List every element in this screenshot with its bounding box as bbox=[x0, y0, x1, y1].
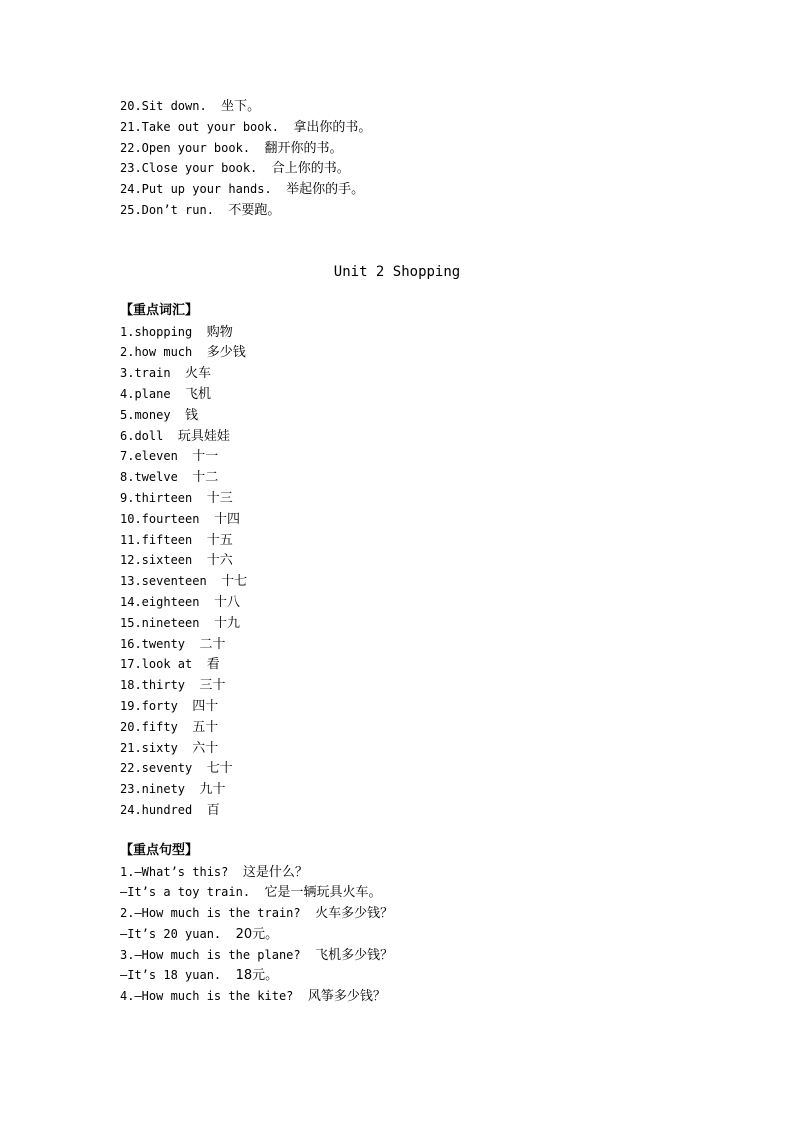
spacer bbox=[221, 927, 235, 941]
spacer bbox=[293, 989, 307, 1003]
list-item bbox=[120, 384, 680, 405]
list-item bbox=[120, 738, 680, 759]
spacer bbox=[171, 387, 185, 401]
english-text: 3.train bbox=[120, 366, 171, 381]
spacer bbox=[257, 161, 271, 175]
english-text: 4.plane bbox=[120, 386, 171, 401]
list-item bbox=[120, 779, 680, 800]
english-text: 21.Take out your book. bbox=[120, 119, 279, 134]
list-item bbox=[120, 426, 680, 447]
chinese-text: 风筝多少钱？ bbox=[307, 989, 386, 1005]
chinese-text: 飞机 bbox=[185, 386, 212, 402]
section-gap bbox=[120, 821, 680, 841]
spacer bbox=[214, 203, 228, 217]
list-item bbox=[120, 758, 680, 779]
spacer bbox=[301, 948, 315, 962]
list-item bbox=[120, 117, 680, 138]
spacer bbox=[163, 429, 177, 443]
chinese-text: 火车 bbox=[185, 366, 212, 382]
chinese-text: 七十 bbox=[206, 761, 233, 777]
spacer bbox=[192, 491, 206, 505]
list-item bbox=[120, 96, 680, 117]
chinese-text: 三十 bbox=[199, 678, 226, 694]
english-text: 9.thirteen bbox=[120, 490, 193, 505]
list-item bbox=[120, 696, 680, 717]
spacer bbox=[185, 678, 199, 692]
spacer bbox=[250, 885, 264, 899]
chinese-text: 它是一辆玩具火车。 bbox=[264, 885, 382, 901]
list-item bbox=[120, 862, 680, 883]
chinese-text: 十一 bbox=[192, 449, 219, 465]
spacer bbox=[228, 865, 242, 879]
english-text: 4.—How much is the kite? bbox=[120, 989, 294, 1004]
chinese-text: 20元。 bbox=[235, 926, 279, 942]
spacer bbox=[301, 906, 315, 920]
list-item bbox=[120, 654, 680, 675]
english-text: —It’s 18 yuan. bbox=[120, 968, 222, 983]
english-text: 6.doll bbox=[120, 428, 164, 443]
chinese-text: 18元。 bbox=[235, 968, 279, 984]
english-text: 20.fifty bbox=[120, 719, 178, 734]
list-item bbox=[120, 903, 680, 924]
chinese-text: 玩具娃娃 bbox=[177, 428, 230, 444]
spacer bbox=[221, 968, 235, 982]
list-item bbox=[120, 945, 680, 966]
spacer bbox=[178, 699, 192, 713]
document-content bbox=[120, 96, 680, 1007]
english-text: 22.Open your book. bbox=[120, 140, 251, 155]
list-item bbox=[120, 342, 680, 363]
spacer bbox=[192, 325, 206, 339]
list-item bbox=[120, 467, 680, 488]
english-text: 10.fourteen bbox=[120, 511, 200, 526]
list-item bbox=[120, 530, 680, 551]
list-item bbox=[120, 550, 680, 571]
list-item bbox=[120, 613, 680, 634]
chinese-text: 钱 bbox=[185, 407, 199, 423]
spacer bbox=[192, 533, 206, 547]
list-item bbox=[120, 405, 680, 426]
list-item bbox=[120, 446, 680, 467]
chinese-text: 合上你的书。 bbox=[271, 161, 350, 177]
chinese-text: 翻开你的书。 bbox=[264, 140, 343, 156]
list-item bbox=[120, 986, 680, 1007]
chinese-text: 十九 bbox=[213, 615, 240, 631]
list-item bbox=[120, 509, 680, 530]
chinese-text: 十七 bbox=[221, 574, 248, 590]
chinese-text: 百 bbox=[206, 802, 220, 818]
list-item bbox=[120, 965, 680, 986]
chinese-text: 十四 bbox=[213, 511, 240, 527]
english-text: 16.twenty bbox=[120, 636, 186, 651]
previous-unit-list bbox=[120, 96, 680, 221]
spacer bbox=[178, 720, 192, 734]
list-item bbox=[120, 634, 680, 655]
spacer bbox=[272, 182, 286, 196]
english-text: 25.Don’t run. bbox=[120, 202, 214, 217]
english-text: 13.seventeen bbox=[120, 574, 207, 589]
spacer bbox=[192, 657, 206, 671]
english-text: 2.how much bbox=[120, 345, 193, 360]
vocabulary-list bbox=[120, 322, 680, 821]
english-text: 21.sixty bbox=[120, 740, 178, 755]
chinese-text: 购物 bbox=[206, 324, 233, 340]
spacer bbox=[250, 141, 264, 155]
spacer bbox=[192, 803, 206, 817]
chinese-text: 看 bbox=[206, 657, 220, 673]
english-text: —It’s 20 yuan. bbox=[120, 926, 222, 941]
list-item bbox=[120, 571, 680, 592]
spacer bbox=[199, 595, 213, 609]
english-text: 3.—How much is the plane? bbox=[120, 947, 301, 962]
chinese-text: 二十 bbox=[199, 636, 226, 652]
list-item bbox=[120, 800, 680, 821]
list-item bbox=[120, 924, 680, 945]
spacer bbox=[171, 366, 185, 380]
list-item bbox=[120, 675, 680, 696]
spacer bbox=[178, 470, 192, 484]
spacer bbox=[178, 449, 192, 463]
english-text: 1.—What’s this? bbox=[120, 864, 229, 879]
spacer bbox=[199, 512, 213, 526]
chinese-text: 十八 bbox=[213, 594, 240, 610]
spacer bbox=[207, 574, 221, 588]
english-text: —It’s a toy train. bbox=[120, 885, 251, 900]
list-item bbox=[120, 158, 680, 179]
chinese-text: 这是什么？ bbox=[242, 864, 308, 880]
spacer bbox=[185, 637, 199, 651]
english-text: 22.seventy bbox=[120, 761, 193, 776]
spacer bbox=[185, 782, 199, 796]
spacer bbox=[178, 741, 192, 755]
chinese-text: 九十 bbox=[199, 782, 226, 798]
chinese-text: 坐下。 bbox=[221, 99, 261, 114]
english-text: 19.forty bbox=[120, 698, 178, 713]
list-item bbox=[120, 179, 680, 200]
spacer bbox=[207, 99, 221, 113]
english-text: 23.ninety bbox=[120, 782, 186, 797]
list-item bbox=[120, 488, 680, 509]
spacer bbox=[171, 408, 185, 422]
list-item bbox=[120, 882, 680, 903]
english-text: 24.Put up your hands. bbox=[120, 182, 272, 197]
chinese-text: 飞机多少钱？ bbox=[315, 947, 394, 963]
chinese-text: 十五 bbox=[206, 532, 233, 548]
chinese-text: 十二 bbox=[192, 470, 219, 486]
english-text: 7.eleven bbox=[120, 449, 178, 464]
list-item bbox=[120, 200, 680, 221]
list-item bbox=[120, 138, 680, 159]
spacer bbox=[199, 616, 213, 630]
chinese-text: 五十 bbox=[192, 719, 219, 735]
chinese-text: 多少钱 bbox=[206, 345, 246, 361]
spacer bbox=[192, 553, 206, 567]
chinese-text: 四十 bbox=[192, 698, 219, 714]
english-text: 15.nineteen bbox=[120, 615, 200, 630]
unit-title: Unit 2 Shopping bbox=[333, 263, 461, 280]
english-text: 23.Close your book. bbox=[120, 161, 258, 176]
chinese-text: 十三 bbox=[206, 490, 233, 506]
list-item bbox=[120, 717, 680, 738]
list-item bbox=[120, 592, 680, 613]
list-item bbox=[120, 363, 680, 384]
chinese-text: 不要跑。 bbox=[228, 202, 281, 218]
english-text: 2.—How much is the train? bbox=[120, 906, 301, 921]
english-text: 18.thirty bbox=[120, 678, 186, 693]
english-text: 14.eighteen bbox=[120, 594, 200, 609]
chinese-text: 举起你的手。 bbox=[286, 182, 365, 198]
english-text: 1.shopping bbox=[120, 324, 193, 339]
english-text: 11.fifteen bbox=[120, 532, 193, 547]
english-text: 17.look at bbox=[120, 657, 193, 672]
chinese-text: 拿出你的书。 bbox=[293, 119, 372, 135]
english-text: 12.sixteen bbox=[120, 553, 193, 568]
chinese-text: 六十 bbox=[192, 740, 219, 756]
sentences-heading: 【重点句型】 bbox=[120, 842, 199, 858]
chinese-text: 十六 bbox=[206, 553, 233, 569]
list-item bbox=[120, 322, 680, 343]
english-text: 24.hundred bbox=[120, 802, 193, 817]
spacer bbox=[279, 120, 293, 134]
english-text: 8.twelve bbox=[120, 470, 178, 485]
spacer bbox=[192, 761, 206, 775]
spacer bbox=[192, 345, 206, 359]
sentences-list bbox=[120, 862, 680, 1008]
english-text: 20.Sit down. bbox=[120, 99, 207, 113]
vocabulary-heading: 【重点词汇】 bbox=[120, 302, 199, 318]
chinese-text: 火车多少钱？ bbox=[315, 906, 394, 922]
english-text: 5.money bbox=[120, 407, 171, 422]
